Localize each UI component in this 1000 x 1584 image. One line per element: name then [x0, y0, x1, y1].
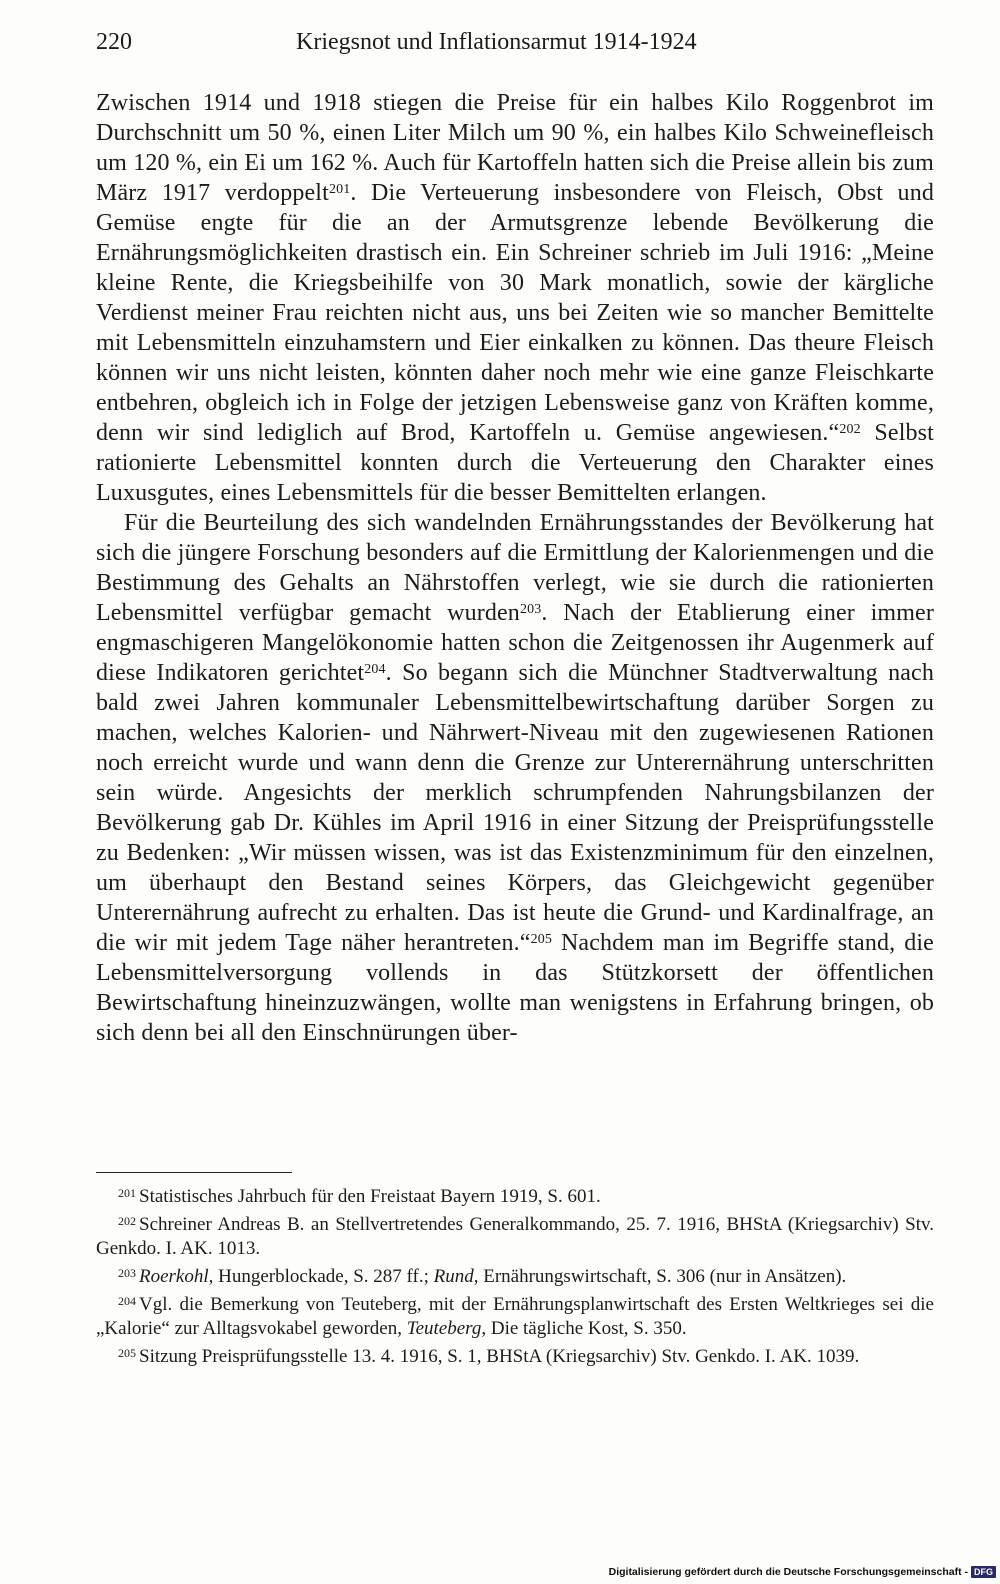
footnote-ref-201[interactable]: 201: [328, 182, 351, 197]
footnote-201: [96, 1185, 934, 1209]
page-number: 220: [96, 29, 132, 55]
footnote-202: [96, 1213, 934, 1261]
footnote-205: [96, 1345, 934, 1369]
footnote-ref-202[interactable]: 202: [839, 422, 861, 437]
dfg-logo: DFG: [971, 1566, 996, 1578]
footnote-text: Vgl. die Bemerkung von Teuteberg, mit der Ernährungsplanwirtschaft des Ersten Weltkrieges sei die „Kalorie“ zur Alltagsvokabel geworden,: [96, 1294, 934, 1339]
footnote-ref-203[interactable]: 203: [519, 602, 542, 617]
paragraph-1: [96, 88, 934, 508]
footnote-text: Statistisches Jahrbuch für den Freistaat Bayern 1919, S. 601.: [139, 1186, 601, 1207]
author-name: Rund: [433, 1266, 474, 1287]
credit-text: Digitalisierung gefördert durch die Deutsche Forschungsgemeinschaft -: [608, 1566, 968, 1578]
footnote-number: 201: [118, 1186, 136, 1200]
footnote-number: 205: [118, 1346, 136, 1360]
text-run: Selbst rationierte Lebensmittel konnten durch die Verteuerung den Charakter eines Luxusgutes, eines Lebensmittels für die besser Bemittelten erlangen.: [96, 420, 934, 506]
main-text: [96, 88, 934, 1048]
footnote-text: , Die tägliche Kost, S. 350.: [481, 1318, 687, 1339]
footnote-204: [96, 1293, 934, 1341]
footnote-text: Schreiner Andreas B. an Stellvertretendes Generalkommando, 25. 7. 1916, BHStA (Kriegsarchiv) Stv. Genkdo. I. AK. 1013.: [96, 1214, 934, 1259]
footnote-number: 204: [118, 1294, 136, 1308]
running-head: [96, 26, 936, 58]
footnote-203: [96, 1265, 934, 1289]
footnote-text: , Hungerblockade, S. 287 ff.;: [208, 1266, 434, 1287]
footnote-number: 203: [118, 1266, 136, 1280]
footnote-text: Sitzung Preisprüfungsstelle 13. 4. 1916, S. 1, BHStA (Kriegsarchiv) Stv. Genkdo. I. AK. 1039.: [139, 1346, 860, 1367]
text-run: Für die Beurteilung des sich wandelnden Ernährungsstandes der Bevölkerung hat sich die jüngere Forschung besonders auf die Ermittlung der Kalorienmengen und die Bestimmung des Gehalts an Nährstoffen verlegt, wie sie durch die rationierten Lebensmittel verfügbar gemacht wurden: [96, 510, 934, 626]
running-title: Kriegsnot und Inflationsarmut 1914-1924: [296, 29, 697, 55]
footnote-ref-205[interactable]: 205: [530, 932, 553, 947]
text-run: Nachdem man im Begriffe stand, die Lebensmittelversorgung vollends in das Stützkorsett der öffentlichen Bewirtschaftung hineinzuzwängen, wollte man wenigstens in Erfahrung bringen, ob sich denn bei all den Einschnürungen über-: [96, 930, 934, 1046]
text-run: Zwischen 1914 und 1918 stiegen die Preise für ein halbes Kilo Roggenbrot im Durchschnitt um 50 %, einen Liter Milch um 90 %, ein halbes Kilo Schweinefleisch um 120 %, ein Ei um 162 %. Auch für Kartoffeln hatten sich die Preise allein bis zum März 1917 verdoppelt: [96, 90, 934, 206]
text-run: . So begann sich die Münchner Stadtverwaltung nach bald zwei Jahren kommunaler Lebensmittelbewirtschaftung darüber Sorgen zu machen, welches Kalorien- und Nährwert-Niveau mit den zugewiesenen Rationen noch erreicht wurde und wann denn die Grenze zur Unterernährung unterschritten sein würde. Angesichts der merklich schrumpfenden Nahrungsbilanzen der Bevölkerung gab Dr. Kühles im April 1916 in einer Sitzung der Preisprüfungsstelle zu Bedenken: „Wir müssen wissen, was ist das Existenzminimum für den einzelnen, um überhaupt den Bestand seines Körpers, das Gleichgewicht gegenüber Unterernährung aufrecht zu erhalten. Das ist heute die Grund- und Kardinalfrage, an die wir mit jedem Tage näher herantreten.“: [96, 660, 934, 956]
text-run: . Die Verteuerung insbesondere von Fleisch, Obst und Gemüse engte für die an der Armutsgrenze lebende Bevölkerung die Ernährungsmöglichkeiten drastisch ein. Ein Schreiner schrieb im Juli 1916: „Meine kleine Rente, die Kriegsbeihilfe von 30 Mark monatlich, sowie der kärgliche Verdienst meiner Frau reichten nicht aus, uns bei Zeiten wie so mancher Bemittelte mit Lebensmitteln einzuhamstern und Eier einkalken zu können. Das theure Fleisch können wir uns nicht leisten, könnten daher noch mehr wie eine ganze Fleischkarte entbehren, obgleich ich in Folge der jetzigen Lebensweise ganz von Kräften komme, denn wir sind lediglich auf Brod, Kartoffeln u. Gemüse angewiesen.“: [96, 180, 934, 446]
footnote-divider: [96, 1172, 292, 1173]
text-run: . Nach der Etablierung einer immer engmaschigeren Mangelökonomie hatten schon die Zeitgenossen ihr Augenmerk auf diese Indikatoren gerichtet: [96, 600, 934, 686]
footnote-number: 202: [118, 1214, 136, 1228]
footnote-ref-204[interactable]: 204: [364, 662, 386, 677]
footnotes: [96, 1185, 934, 1373]
digitization-credit: [609, 1566, 996, 1578]
author-name: Roerkohl: [139, 1266, 209, 1287]
author-name: Teuteberg: [406, 1318, 482, 1339]
footnote-text: , Ernährungswirtschaft, S. 306 (nur in Ansätzen).: [473, 1266, 847, 1287]
paragraph-2: [96, 508, 934, 1048]
